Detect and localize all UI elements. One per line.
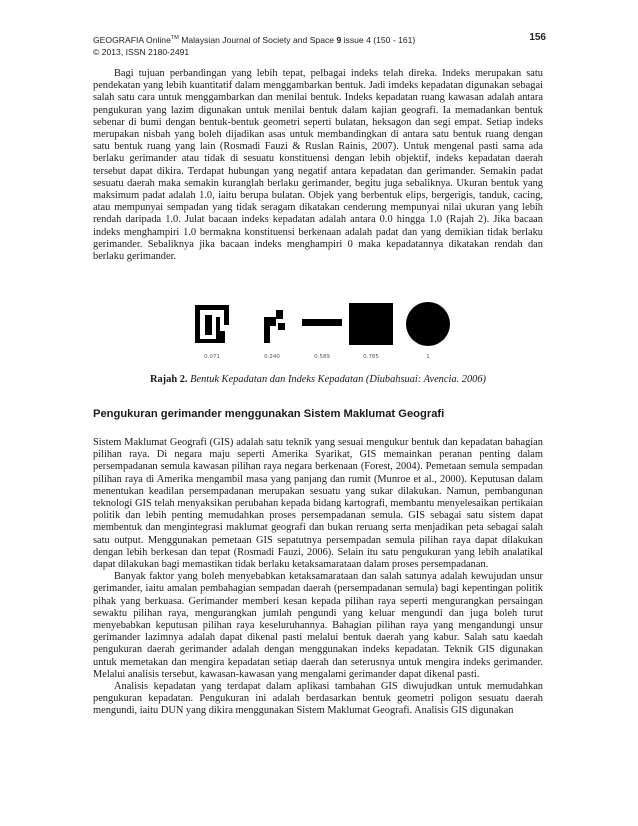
copyright-line: © 2013, ISSN 2180-2491 [93, 46, 190, 57]
paragraph: Bagi tujuan perbandingan yang lebih tepat, pelbagai indeks telah direka. Indeks merupakan satu pendekatan yang lebih kuantitatif dalam menggambarkan bentuk. Jadi imdeks kepadatan digunakan sebagai salah satu cara untuk menggambarkan dan menilai bentuk. Indeks kepadatan ruang kawasan adalah antara pengukuran yang lazim digunakan untuk menilai bentuk dalam kajian geografi. Ia memadankan bentuk sebenar di bumi dengan bentuk-bentuk geometri seperti bulatan, heksagon dan segi empat. Setiap indeks merupakan nisbah yang boleh dijadikan asas untuk membandingkan di antara satu bentuk ruang dengan satu bentuk ruang yang lain (Rosmadi Fauzi & Ruslan Rainis, 2007). Untuk mengenal pasti sama ada berlaku gerimander atau tidak di sesuatu konstituensi dengan lebih objektif, indeks kepadatan daerah tersebut dapat dikira. Terdapat hubungan yang negatif antara kepadatan dan gerimander. Semakin padat sesuatu daerah maka semakin kuranglah berlaku gerimander, begitu juga sebaliknya. Ukuran bentuk yang maksimum padat adalah 1.0, iaitu berupa bulatan. Objek yang berbentuk elips, bergerigis, tanduk, cacing, atau mempunyai sempadan yang tidak seragam dikatakan cenderung mempunyai nilai ukuran yang lebih rendah daripada 1.0. Julat bacaan indeks kepadatan adalah antara 0.0 hingga 1.0 (Rajah 2). Jika bacaan indeks menghampiri 1.0 bermakna konstituensi berkenaan adalah padat dan yang demikian tidak berlaku gerimander. Sebaliknya jika bacaan indeks menghampiri 0 maka kepadatannya dikatakan rendah dan berlaku gerimander. [93, 68, 543, 263]
section-text [93, 437, 543, 718]
compactness-figure [192, 299, 452, 361]
paragraph: Sistem Maklumat Geografi (GIS) adalah satu teknik yang sesuai mengukur bentuk dan kepadatan bahagian pilihan raya. Di negara maju seperti Amerika Syarikat, GIS memainkan peranan penting dalam persempadanan semula kawasan pilihan raya negara berkenaan (Forest, 2004). Pemetaan semula sempadan pilihan raya di Amerika mengambil masa yang panjang dan rumit (Munroe et al., 2000). Keputusan dalam menentukan keadilan persempadanan merupakan sesuatu yang sukar dilakukan. Namun, pembangunan teknologi GIS telah menyaksikan perubahan kepada bidang kartografi, membantu menyelesaikan pertikaian politik dan lebih penting memudahkan proses persempadanan semula. GIS sebagai satu sistem dapat membentuk dan mengintegrasi maklumat geografi dan bukan reruang serta menjadikan peta sebagai salah satu output. Menggunakan pemetaan GIS sepatutnya persempadan semula pilihan raya dapat dilakukan dengan lebih berkesan dan tepat (Rosmadi Fauzi, 2006). Selain itu satu pengukuran yang lebih analatikal dapat dilakukan bagi memastikan tidak berlaku ketaksamarataan dalam proses persempadanan. [93, 437, 543, 571]
value-label: 0.785 [363, 354, 379, 360]
trademark-mark: TM [170, 35, 179, 41]
intro-text [93, 68, 543, 263]
square-shape [349, 303, 393, 345]
caption-label: Rajah 2. [149, 374, 188, 385]
paragraph: Analisis kepadatan yang terdapat dalam aplikasi tambahan GIS diwujudkan untuk memudahkan pengukuran kepadatan. Pengukuran ini adalah berdasarkan bentuk geometri poligon sesuatu daerah mengundi, iaitu DUN yang dikira menggunakan Sistem Maklumat Geografi. Analisis GIS digunakan [93, 681, 543, 717]
figure-caption [93, 374, 543, 385]
value-label: 0.589 [314, 354, 330, 360]
volume-number: 9 [336, 34, 342, 45]
journal-subtitle: Malaysian Journal of Society and Space [178, 34, 337, 45]
running-header [93, 32, 546, 58]
caption-text: Bentuk Kepadatan dan Indeks Kepadatan (Diubahsuai: Avencia. 2006) [187, 374, 487, 385]
journal-name: GEOGRAFIA Online [93, 34, 171, 45]
stepped-shape [264, 310, 285, 343]
journal-line [93, 32, 543, 46]
bar-shape [302, 319, 342, 326]
page-number: 156 [529, 32, 546, 43]
value-label: 0.071 [204, 354, 220, 360]
section-heading: Pengukuran gerimander menggunakan Sistem Maklumat Geografi [93, 408, 445, 420]
circle-shape [406, 302, 450, 346]
value-label: 1 [426, 354, 430, 360]
irregular-shape [195, 305, 229, 343]
issue-info: issue 4 (150 - 161) [341, 34, 416, 45]
paragraph: Banyak faktor yang boleh menyebabkan ketaksamarataan dan salah satunya adalah kewujudan unsur gerimander, iaitu amalan pembahagian sempadan daerah (persempadanan semula) bagi kepentingan politik pihak yang berkuasa. Gerimander memberi kesan kepada pilihan raya seperti mengurangkan persaingan sewaktu pilihan raya, mengurangkan jumlah pengundi yang keluar mengundi dan juga boleh turut menyebabkan keputusan pilihan raya keseluruhannya. Bahagian pilihan raya yang mengandungi unsur gerimander lazimnya adalah dapat dikenal pasti melalui bentuk daerah yang kabur. Salah satu kaedah pengukuran daerah gerimander adalah dengan menggunakan indeks kepadatan. Teknik GIS digunakan untuk memetakan dan mengira kepadatan setiap daerah dan seterusnya untuk mengira indeks gerimander. Melalui analisis tersebut, kawasan-kawasan yang mengalami gerimander dapat dikenal pasti. [93, 571, 543, 680]
value-label: 0.240 [264, 354, 280, 360]
